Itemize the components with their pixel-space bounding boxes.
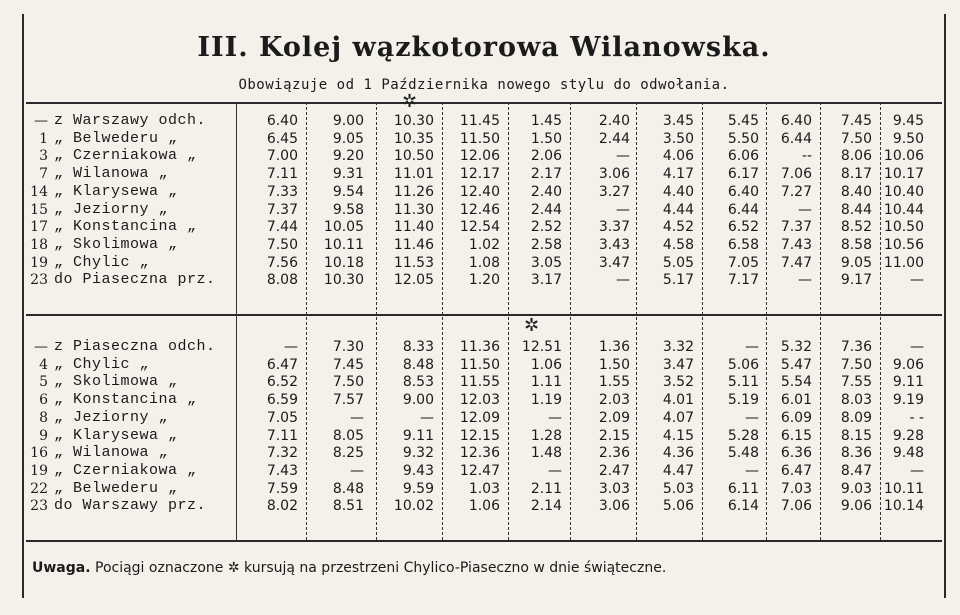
time-cell: 2.44 xyxy=(598,130,630,147)
time-cell: 11.50 xyxy=(459,130,500,147)
time-cell: 2.52 xyxy=(530,219,562,236)
time-cell: — xyxy=(616,272,630,289)
time-cell: 5.45 xyxy=(727,113,759,129)
time-cell: 8.08 xyxy=(266,272,298,289)
time-cell: 10.06 xyxy=(883,148,924,165)
time-cell: 6.15 xyxy=(780,427,812,444)
time-cell: 1.06 xyxy=(530,356,562,373)
time-cell: 6.40 xyxy=(780,113,812,129)
km-cell: — xyxy=(34,113,48,129)
time-cell: 2.03 xyxy=(598,392,630,409)
time-cell: 9.50 xyxy=(892,130,924,147)
time-cell: 1.50 xyxy=(530,130,562,147)
time-cell: 11.30 xyxy=(393,201,434,218)
time-cell: 9.32 xyxy=(402,445,434,462)
time-cell: 9.31 xyxy=(332,166,364,183)
time-cell: — xyxy=(420,409,434,426)
time-cell: — xyxy=(910,339,924,355)
time-cell: 8.48 xyxy=(402,356,434,373)
km-cell: 23 xyxy=(30,272,48,289)
km-cell: 16 xyxy=(30,445,48,462)
timetable-row xyxy=(24,218,944,236)
time-cell: 8.02 xyxy=(266,498,298,515)
time-cell: 2.09 xyxy=(598,409,630,426)
time-cell: 5.28 xyxy=(727,427,759,444)
time-cell: 7.37 xyxy=(266,201,298,218)
time-cell: 3.47 xyxy=(662,356,694,373)
time-cell: 1.11 xyxy=(530,374,562,391)
time-cell: 7.43 xyxy=(780,236,812,253)
time-cell: 9.05 xyxy=(332,130,364,147)
time-cell: 7.47 xyxy=(780,254,812,271)
time-cell: — xyxy=(745,409,759,426)
time-cell: 12.54 xyxy=(459,219,500,236)
time-cell: 4.40 xyxy=(662,183,694,200)
time-cell: 12.46 xyxy=(459,201,500,218)
timetable-row xyxy=(24,201,944,219)
time-cell: 7.06 xyxy=(780,498,812,515)
holiday-star-icon: ✲ xyxy=(402,91,418,112)
time-cell: 8.25 xyxy=(332,445,364,462)
time-cell: 9.03 xyxy=(840,480,872,497)
time-cell: 10.35 xyxy=(393,130,434,147)
time-cell: — xyxy=(616,148,630,165)
time-cell: 11.53 xyxy=(393,254,434,271)
time-cell: — xyxy=(350,462,364,479)
station-cell: „ Jeziorny „ xyxy=(54,408,169,426)
km-cell: 19 xyxy=(30,462,48,479)
time-cell: 12.05 xyxy=(393,272,434,289)
time-cell: — xyxy=(798,201,812,218)
time-cell: 9.43 xyxy=(402,462,434,479)
time-cell: 9.59 xyxy=(402,480,434,497)
station-cell: „ Belwederu „ xyxy=(54,479,178,497)
time-cell: — xyxy=(616,201,630,218)
time-cell: 11.46 xyxy=(393,236,434,253)
time-cell: 10.50 xyxy=(883,219,924,236)
time-cell: 8.05 xyxy=(332,427,364,444)
time-cell: 11.36 xyxy=(459,339,500,355)
time-cell: 1.03 xyxy=(468,480,500,497)
time-cell: 2.44 xyxy=(530,201,562,218)
time-cell: 5.47 xyxy=(780,356,812,373)
timetable-sheet xyxy=(22,14,946,598)
footnote xyxy=(32,560,934,576)
time-cell: 12.09 xyxy=(459,409,500,426)
timetable-row xyxy=(24,462,944,480)
station-cell: z Warszawy odch. xyxy=(54,112,207,129)
time-cell: 1.48 xyxy=(530,445,562,462)
page-subtitle: Obowiązuje od 1 Października nowego stylu do odwołania. xyxy=(238,77,730,93)
time-cell: 2.47 xyxy=(598,462,630,479)
time-cell: — xyxy=(284,339,298,355)
time-cell: 1.06 xyxy=(468,498,500,515)
time-cell: 12.40 xyxy=(459,183,500,200)
station-cell: „ Klarysewa „ xyxy=(54,182,178,200)
time-cell: 1.45 xyxy=(530,113,562,129)
time-cell: 8.53 xyxy=(402,374,434,391)
time-cell: 5.06 xyxy=(662,498,694,515)
timetable-row xyxy=(24,271,944,289)
time-cell: 8.09 xyxy=(840,409,872,426)
timetable-row xyxy=(24,480,944,498)
time-cell: 4.07 xyxy=(662,409,694,426)
time-cell: 3.52 xyxy=(662,374,694,391)
time-cell: 4.58 xyxy=(662,236,694,253)
time-cell: 7.06 xyxy=(780,166,812,183)
time-cell: 10.50 xyxy=(393,148,434,165)
time-cell: 6.59 xyxy=(266,392,298,409)
time-cell: 7.56 xyxy=(266,254,298,271)
time-cell: 11.26 xyxy=(393,183,434,200)
time-cell: 8.47 xyxy=(840,462,872,479)
time-cell: 9.28 xyxy=(892,427,924,444)
time-cell: 8.36 xyxy=(840,445,872,462)
time-cell: 12.36 xyxy=(459,445,500,462)
time-cell: 12.47 xyxy=(459,462,500,479)
timetable-row xyxy=(24,444,944,462)
time-cell: 10.14 xyxy=(883,498,924,515)
time-cell: 4.01 xyxy=(662,392,694,409)
time-cell: 9.05 xyxy=(840,254,872,271)
station-cell: do Piaseczna prz. xyxy=(54,271,216,289)
time-cell: 2.58 xyxy=(530,236,562,253)
station-cell: z Piaseczna odch. xyxy=(54,338,216,355)
time-cell: 10.11 xyxy=(323,236,364,253)
time-cell: 2.15 xyxy=(598,427,630,444)
divider-top xyxy=(26,102,942,104)
time-cell: 6.17 xyxy=(727,166,759,183)
time-cell: 5.17 xyxy=(662,272,694,289)
time-cell: — xyxy=(548,462,562,479)
time-cell: 8.48 xyxy=(332,480,364,497)
time-cell: 11.40 xyxy=(393,219,434,236)
time-cell: 7.03 xyxy=(780,480,812,497)
station-cell: „ Konstancina „ xyxy=(54,218,197,236)
time-cell: 10.30 xyxy=(323,272,364,289)
time-cell: 7.11 xyxy=(266,166,298,183)
time-cell: 8.33 xyxy=(402,339,434,355)
timetable-row xyxy=(24,236,944,254)
time-cell: 7.50 xyxy=(840,130,872,147)
time-cell: 9.00 xyxy=(332,113,364,129)
timetable-row xyxy=(24,130,944,148)
time-cell: 1.20 xyxy=(468,272,500,289)
time-cell: 11.50 xyxy=(459,356,500,373)
time-cell: 5.11 xyxy=(727,374,759,391)
time-cell: 2.40 xyxy=(530,183,562,200)
time-cell: 8.58 xyxy=(840,236,872,253)
time-cell: 7.00 xyxy=(266,148,298,165)
time-cell: 12.15 xyxy=(459,427,500,444)
timetable-row xyxy=(24,497,944,515)
time-cell: 5.06 xyxy=(727,356,759,373)
time-cell: 6.44 xyxy=(780,130,812,147)
time-cell: — xyxy=(910,462,924,479)
time-cell: 11.00 xyxy=(883,254,924,271)
station-cell: „ Chylic „ xyxy=(54,355,150,373)
time-cell: 3.05 xyxy=(530,254,562,271)
time-cell: 1.36 xyxy=(598,339,630,355)
timetable-row xyxy=(24,391,944,409)
time-cell: 9.00 xyxy=(402,392,434,409)
time-cell: 5.05 xyxy=(662,254,694,271)
time-cell: 7.44 xyxy=(266,219,298,236)
time-cell: 2.06 xyxy=(530,148,562,165)
time-cell: 6.06 xyxy=(727,148,759,165)
time-cell: 4.17 xyxy=(662,166,694,183)
time-cell: 3.32 xyxy=(662,339,694,355)
time-cell: 7.27 xyxy=(780,183,812,200)
time-cell: 6.47 xyxy=(266,356,298,373)
time-cell: 6.36 xyxy=(780,445,812,462)
time-cell: — xyxy=(745,339,759,355)
time-cell: 4.52 xyxy=(662,219,694,236)
time-cell: 2.36 xyxy=(598,445,630,462)
time-cell: 7.50 xyxy=(266,236,298,253)
time-cell: 6.44 xyxy=(727,201,759,218)
time-cell: 5.32 xyxy=(780,339,812,355)
time-cell: 9.54 xyxy=(332,183,364,200)
time-cell: 3.27 xyxy=(598,183,630,200)
time-cell: 7.05 xyxy=(266,409,298,426)
time-cell: 9.11 xyxy=(402,427,434,444)
time-cell: 10.44 xyxy=(883,201,924,218)
timetable-row xyxy=(24,373,944,391)
station-cell: „ Jeziorny „ xyxy=(54,200,169,218)
time-cell: 9.45 xyxy=(892,113,924,129)
km-cell: 15 xyxy=(30,201,48,218)
time-cell: 7.36 xyxy=(840,339,872,355)
timetable-row xyxy=(24,254,944,272)
time-cell: 6.09 xyxy=(780,409,812,426)
time-cell: 3.37 xyxy=(598,219,630,236)
time-cell: 8.44 xyxy=(840,201,872,218)
time-cell: 7.33 xyxy=(266,183,298,200)
time-cell: 3.06 xyxy=(598,166,630,183)
time-cell: 10.56 xyxy=(883,236,924,253)
time-cell: 7.17 xyxy=(727,272,759,289)
time-cell: 12.06 xyxy=(459,148,500,165)
time-cell: 10.02 xyxy=(393,498,434,515)
time-cell: 8.06 xyxy=(840,148,872,165)
time-cell: 7.45 xyxy=(332,356,364,373)
time-cell: 11.01 xyxy=(393,166,434,183)
time-cell: 7.57 xyxy=(332,392,364,409)
time-cell: 10.17 xyxy=(883,166,924,183)
time-cell: 4.36 xyxy=(662,445,694,462)
time-cell: 10.40 xyxy=(883,183,924,200)
station-cell: „ Konstancina „ xyxy=(54,391,197,409)
time-cell: 9.19 xyxy=(892,392,924,409)
time-cell: 10.05 xyxy=(323,219,364,236)
km-cell: 14 xyxy=(30,183,48,200)
time-cell: 5.03 xyxy=(662,480,694,497)
divider-bottom xyxy=(26,540,942,542)
time-cell: 1.55 xyxy=(598,374,630,391)
time-cell: 1.02 xyxy=(468,236,500,253)
time-cell: 6.01 xyxy=(780,392,812,409)
time-cell: — xyxy=(745,462,759,479)
km-cell: 22 xyxy=(30,480,48,497)
time-cell: 3.03 xyxy=(598,480,630,497)
km-cell: 9 xyxy=(39,427,48,444)
time-cell: 4.44 xyxy=(662,201,694,218)
time-cell: — xyxy=(350,409,364,426)
km-cell: — xyxy=(34,339,48,355)
km-cell: 18 xyxy=(30,236,48,253)
time-cell: 3.06 xyxy=(598,498,630,515)
time-cell: 9.20 xyxy=(332,148,364,165)
time-cell: 7.11 xyxy=(266,427,298,444)
time-cell: 2.14 xyxy=(530,498,562,515)
time-cell: 4.47 xyxy=(662,462,694,479)
time-cell: 7.45 xyxy=(840,113,872,129)
km-cell: 1 xyxy=(39,130,48,147)
time-cell: 10.11 xyxy=(883,480,924,497)
km-cell: 4 xyxy=(39,356,48,373)
time-cell: 8.15 xyxy=(840,427,872,444)
time-cell: 6.52 xyxy=(727,219,759,236)
time-cell: — xyxy=(548,409,562,426)
km-cell: 23 xyxy=(30,498,48,515)
holiday-star-icon: ✲ xyxy=(524,315,540,336)
time-cell: 2.40 xyxy=(598,113,630,129)
time-cell: 9.11 xyxy=(892,374,924,391)
time-cell: 6.14 xyxy=(727,498,759,515)
time-cell: 8.40 xyxy=(840,183,872,200)
time-cell: 7.37 xyxy=(780,219,812,236)
time-cell: 11.45 xyxy=(459,113,500,129)
time-cell: 7.50 xyxy=(840,356,872,373)
timetable-row xyxy=(24,147,944,165)
time-cell: 6.58 xyxy=(727,236,759,253)
time-cell: 1.08 xyxy=(468,254,500,271)
timetable-row xyxy=(24,338,944,356)
time-cell: 1.19 xyxy=(530,392,562,409)
timetable-row xyxy=(24,112,944,130)
time-cell: 7.43 xyxy=(266,462,298,479)
time-cell: 3.43 xyxy=(598,236,630,253)
timetable-row xyxy=(24,165,944,183)
time-cell: 11.55 xyxy=(459,374,500,391)
time-cell: 8.17 xyxy=(840,166,872,183)
time-cell: 7.05 xyxy=(727,254,759,271)
time-cell: 10.30 xyxy=(393,113,434,129)
time-cell: - - xyxy=(909,409,924,426)
time-cell: — xyxy=(798,272,812,289)
time-cell: 7.55 xyxy=(840,374,872,391)
time-cell: -- xyxy=(801,148,812,165)
time-cell: 12.51 xyxy=(521,339,562,355)
time-cell: 3.47 xyxy=(598,254,630,271)
station-cell: „ Chylic „ xyxy=(54,253,150,271)
footnote-text-end: kursują na przestrzeni Chylico-Piaseczno w dnie świąteczne. xyxy=(244,560,667,576)
time-cell: 9.48 xyxy=(892,445,924,462)
time-cell: 10.18 xyxy=(323,254,364,271)
time-cell: 1.50 xyxy=(598,356,630,373)
station-cell: „ Wilanowa „ xyxy=(54,444,169,462)
km-cell: 3 xyxy=(39,148,48,165)
station-cell: do Warszawy prz. xyxy=(54,497,207,515)
timetable-row xyxy=(24,409,944,427)
time-cell: 6.45 xyxy=(266,130,298,147)
time-cell: — xyxy=(910,272,924,289)
time-cell: 6.40 xyxy=(727,183,759,200)
time-cell: 4.06 xyxy=(662,148,694,165)
time-cell: 8.51 xyxy=(332,498,364,515)
station-cell: „ Belwederu „ xyxy=(54,129,178,147)
star-icon: ✲ xyxy=(227,560,240,576)
time-cell: 9.06 xyxy=(892,356,924,373)
timetable-row xyxy=(24,356,944,374)
time-cell: 3.17 xyxy=(530,272,562,289)
time-cell: 12.03 xyxy=(459,392,500,409)
time-cell: 5.48 xyxy=(727,445,759,462)
footnote-label: Uwaga. xyxy=(32,560,91,576)
time-cell: 8.03 xyxy=(840,392,872,409)
time-cell: 6.52 xyxy=(266,374,298,391)
time-cell: 4.15 xyxy=(662,427,694,444)
time-cell: 6.11 xyxy=(727,480,759,497)
station-cell: „ Czerniakowa „ xyxy=(54,147,197,165)
page-title: III. Kolej wązkotorowa Wilanowska. xyxy=(197,32,771,63)
km-cell: 19 xyxy=(30,254,48,271)
time-cell: 3.45 xyxy=(662,113,694,129)
timetable-row xyxy=(24,427,944,445)
divider-middle xyxy=(26,314,942,316)
km-cell: 5 xyxy=(39,374,48,391)
time-cell: 5.19 xyxy=(727,392,759,409)
time-cell: 2.17 xyxy=(530,166,562,183)
time-cell: 6.47 xyxy=(780,462,812,479)
time-cell: 7.32 xyxy=(266,445,298,462)
time-cell: 2.11 xyxy=(530,480,562,497)
time-cell: 8.52 xyxy=(840,219,872,236)
station-cell: „ Wilanowa „ xyxy=(54,165,169,183)
time-cell: 7.50 xyxy=(332,374,364,391)
time-cell: 9.17 xyxy=(840,272,872,289)
footnote-text-start: Pociągi oznaczone xyxy=(95,560,224,576)
station-cell: „ Skolimowa „ xyxy=(54,235,178,253)
time-cell: 5.54 xyxy=(780,374,812,391)
timetable-row xyxy=(24,183,944,201)
time-cell: 3.50 xyxy=(662,130,694,147)
time-cell: 5.50 xyxy=(727,130,759,147)
time-cell: 9.58 xyxy=(332,201,364,218)
km-cell: 8 xyxy=(39,409,48,426)
station-cell: „ Czerniakowa „ xyxy=(54,461,197,479)
time-cell: 9.06 xyxy=(840,498,872,515)
km-cell: 17 xyxy=(30,219,48,236)
time-cell: 7.59 xyxy=(266,480,298,497)
time-cell: 6.40 xyxy=(266,113,298,129)
station-cell: „ Klarysewa „ xyxy=(54,426,178,444)
time-cell: 1.28 xyxy=(530,427,562,444)
km-cell: 7 xyxy=(39,166,48,183)
km-cell: 6 xyxy=(39,392,48,409)
time-cell: 7.30 xyxy=(332,339,364,355)
station-cell: „ Skolimowa „ xyxy=(54,373,178,391)
time-cell: 12.17 xyxy=(459,166,500,183)
